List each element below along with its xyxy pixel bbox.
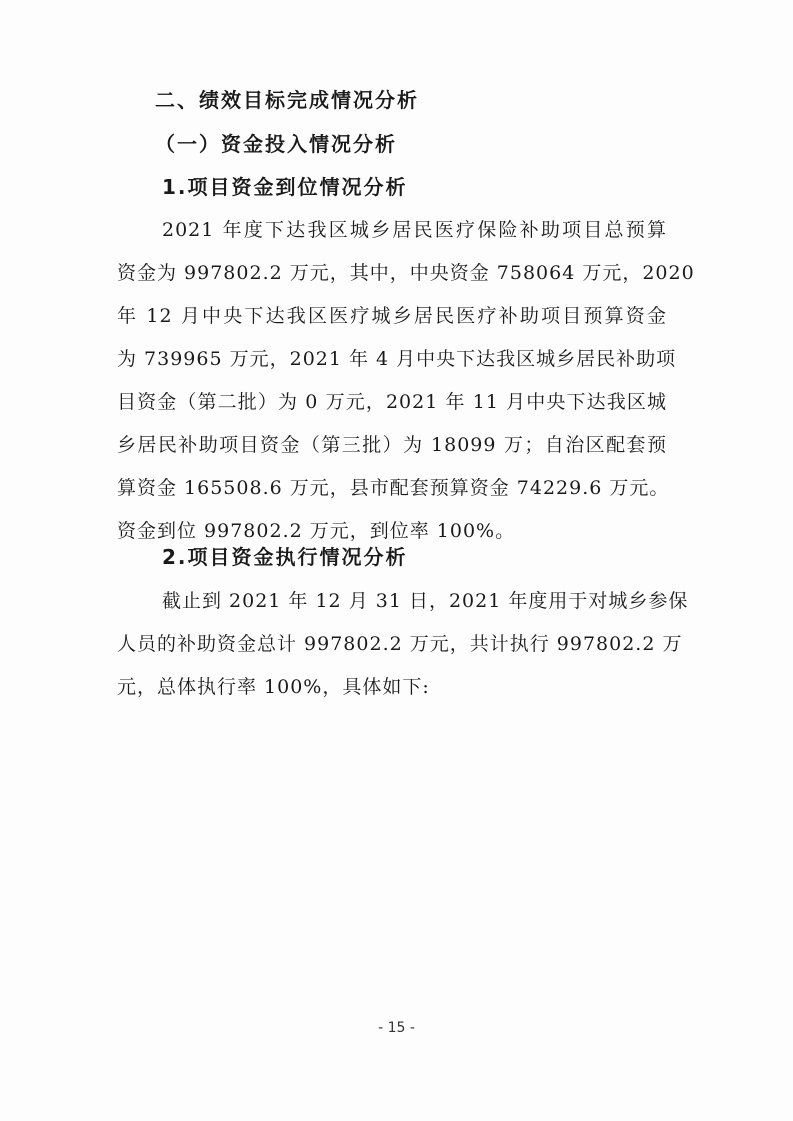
item2-heading: 2.项目资金执行情况分析: [162, 545, 408, 569]
paragraph-line: 目资金（第二批）为 0 万元，2021 年 11 月中央下达我区城: [117, 391, 667, 413]
item1-heading: 1.项目资金到位情况分析: [162, 175, 408, 199]
section-heading: 二、绩效目标完成情况分析: [155, 88, 419, 112]
paragraph-line: 人员的补助资金总计 997802.2 万元，共计执行 997802.2 万: [117, 633, 683, 655]
paragraph-line: 年 12 月中央下达我区医疗城乡居民医疗补助项目预算资金: [117, 305, 667, 327]
paragraph-line: 乡居民补助项目资金（第三批）为 18099 万；自治区配套预: [117, 434, 667, 456]
page-number: - 15 -: [378, 1020, 415, 1036]
paragraph-line: 元，总体执行率 100%，具体如下:: [117, 676, 430, 698]
paragraph-line: 2021 年度下达我区城乡居民医疗保险补助项目总预算: [162, 219, 667, 241]
paragraph-line: 为 739965 万元，2021 年 4 月中央下达我区城乡居民补助项: [117, 348, 677, 370]
subsection-heading: （一）资金投入情况分析: [155, 132, 397, 156]
paragraph-line: 资金到位 997802.2 万元，到位率 100%。: [117, 520, 516, 542]
paragraph-line: 截止到 2021 年 12 月 31 日，2021 年度用于对城乡参保: [162, 590, 689, 612]
paragraph-line: 资金为 997802.2 万元，其中，中央资金 758064 万元，2020: [117, 262, 695, 284]
paragraph-line: 算资金 165508.6 万元，县市配套预算资金 74229.6 万元。: [117, 477, 670, 499]
